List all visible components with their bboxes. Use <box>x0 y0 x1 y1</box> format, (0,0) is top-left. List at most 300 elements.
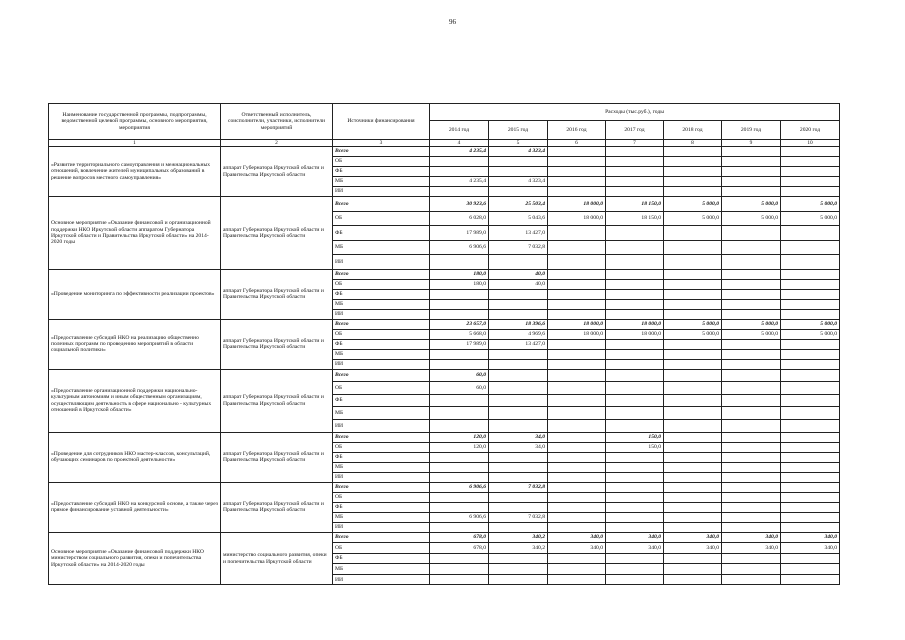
cost-value <box>430 419 489 432</box>
cost-value <box>781 339 840 349</box>
funding-source: ФБ <box>333 394 430 407</box>
funding-source: ФБ <box>333 226 430 241</box>
table-row <box>49 482 840 492</box>
cost-value: 7 032,8 <box>489 240 548 255</box>
cost-value: 18 000,0 <box>548 197 606 212</box>
responsible-executor: аппарат Губернатора Иркутской области и Правительства Иркутской области <box>221 197 333 270</box>
funding-source: ОБ <box>333 211 430 226</box>
table-row <box>49 532 840 543</box>
cost-value <box>664 574 722 585</box>
cost-value <box>548 452 606 462</box>
cost-value <box>606 157 664 167</box>
cost-value <box>489 369 548 382</box>
cost-value <box>548 349 606 359</box>
cost-value: 5 000,0 <box>664 197 722 212</box>
funding-source: ИИ <box>333 574 430 585</box>
cost-value: 340,0 <box>664 543 722 554</box>
cost-value <box>548 492 606 502</box>
cost-value <box>430 574 489 585</box>
cost-value: 6 906,6 <box>430 240 489 255</box>
funding-source: МБ <box>333 564 430 575</box>
cost-value: 18 000,0 <box>606 329 664 339</box>
cost-value <box>548 309 606 319</box>
cost-value <box>781 407 840 420</box>
funding-source: ИИ <box>333 187 430 197</box>
cost-value <box>548 522 606 532</box>
responsible-executor: аппарат Губернатора Иркутской области и Правительства Иркутской области <box>221 269 333 319</box>
funding-source: Всего <box>333 197 430 212</box>
funding-source: Всего <box>333 369 430 382</box>
cost-value: 340,0 <box>781 532 840 543</box>
cost-value <box>430 452 489 462</box>
responsible-executor: министерство социального развития, опеки и попечительства Иркутской области <box>221 532 333 585</box>
measure-name: «Развитие территориального самоуправления и межнациональных отношений, вовлечение жителей муниципальных образований в решение вопросов местного самоуправления» <box>49 147 221 197</box>
cost-value <box>664 369 722 382</box>
cost-value <box>606 187 664 197</box>
cost-value: 340,0 <box>606 543 664 554</box>
cost-value <box>606 407 664 420</box>
funding-source: ОБ <box>333 543 430 554</box>
cost-value <box>430 309 489 319</box>
cost-value <box>606 472 664 482</box>
cost-value <box>548 442 606 452</box>
funding-source: ОБ <box>333 442 430 452</box>
cost-value: 5 668,0 <box>430 329 489 339</box>
cost-value <box>722 382 781 395</box>
cost-value <box>548 299 606 309</box>
cost-value <box>606 279 664 289</box>
cost-value <box>430 522 489 532</box>
cost-value <box>606 299 664 309</box>
cost-value <box>606 289 664 299</box>
cost-value: 5 000,0 <box>722 211 781 226</box>
header-source: Источники финансирования <box>333 104 430 140</box>
cost-value <box>548 472 606 482</box>
cost-value: 18 000,0 <box>548 319 606 329</box>
cost-value <box>548 553 606 564</box>
cost-value <box>664 299 722 309</box>
header-name: Наименование государственной программы, подпрограммы, ведомственной целевой программы, основного мероприятия, мероприятия <box>49 104 221 140</box>
funding-source: Всего <box>333 532 430 543</box>
cost-value <box>722 147 781 157</box>
cost-value <box>781 167 840 177</box>
column-number: 8 <box>664 140 722 147</box>
cost-value <box>664 339 722 349</box>
cost-value <box>489 289 548 299</box>
cost-value <box>664 255 722 270</box>
funding-source: ФБ <box>333 289 430 299</box>
cost-value <box>489 349 548 359</box>
cost-value <box>430 187 489 197</box>
column-number: 7 <box>606 140 664 147</box>
cost-value <box>664 240 722 255</box>
cost-value: 17 989,0 <box>430 226 489 241</box>
cost-value: 5 000,0 <box>781 211 840 226</box>
cost-value: 25 503,4 <box>489 197 548 212</box>
funding-source: ФБ <box>333 167 430 177</box>
cost-value: 340,0 <box>781 543 840 554</box>
cost-value <box>548 147 606 157</box>
cost-value <box>430 299 489 309</box>
cost-value: 340,0 <box>606 532 664 543</box>
cost-value <box>722 553 781 564</box>
cost-value: 18 396,6 <box>489 319 548 329</box>
cost-value: 7 032,8 <box>489 482 548 492</box>
cost-value <box>606 394 664 407</box>
cost-value <box>781 299 840 309</box>
cost-value <box>430 349 489 359</box>
header-year: 2016 год <box>548 121 606 140</box>
cost-value <box>781 462 840 472</box>
cost-value <box>781 309 840 319</box>
header-year: 2017 год <box>606 121 664 140</box>
cost-value <box>781 240 840 255</box>
cost-value <box>722 279 781 289</box>
cost-value <box>606 369 664 382</box>
cost-value <box>489 187 548 197</box>
header-year: 2020 год <box>781 121 840 140</box>
cost-value <box>548 339 606 349</box>
cost-value <box>664 522 722 532</box>
measure-name: Основное мероприятие «Оказание финансовой и организационной поддержки НКО Иркутской области аппаратом Губернатора Иркутской области и Правительства Иркутской области» на 2014-2020 годы <box>49 197 221 270</box>
cost-value <box>664 226 722 241</box>
cost-value <box>606 462 664 472</box>
cost-value <box>548 157 606 167</box>
cost-value <box>781 452 840 462</box>
cost-value <box>664 382 722 395</box>
cost-value <box>548 407 606 420</box>
cost-value <box>664 359 722 369</box>
cost-value <box>430 564 489 575</box>
cost-value <box>722 564 781 575</box>
cost-value: 180,0 <box>430 279 489 289</box>
cost-value <box>548 359 606 369</box>
cost-value <box>722 502 781 512</box>
cost-value <box>722 432 781 442</box>
funding-source: МБ <box>333 407 430 420</box>
funding-source: ИИ <box>333 255 430 270</box>
table-row <box>49 197 840 212</box>
funding-source: ОБ <box>333 492 430 502</box>
cost-value <box>664 512 722 522</box>
cost-value <box>606 419 664 432</box>
cost-value: 17 989,0 <box>430 339 489 349</box>
table-row <box>49 269 840 279</box>
cost-value <box>430 255 489 270</box>
header-costs: Расходы (тыс.руб.), годы <box>430 104 840 121</box>
cost-value <box>606 382 664 395</box>
cost-value <box>489 419 548 432</box>
cost-value <box>722 255 781 270</box>
cost-value <box>548 279 606 289</box>
cost-value <box>430 472 489 482</box>
cost-value: 18 150,0 <box>606 211 664 226</box>
cost-value <box>606 359 664 369</box>
cost-value <box>548 502 606 512</box>
cost-value: 18 150,0 <box>606 197 664 212</box>
funding-source: ИИ <box>333 309 430 319</box>
cost-value <box>489 564 548 575</box>
cost-value <box>722 269 781 279</box>
page-number: 96 <box>449 18 456 26</box>
measure-name: «Проведение для сотрудников НКО мастер-классов, консультаций, обучающих семинаров по проектной деятельности» <box>49 432 221 482</box>
cost-value <box>722 482 781 492</box>
cost-value <box>489 553 548 564</box>
cost-value <box>489 452 548 462</box>
cost-value <box>722 574 781 585</box>
cost-value <box>548 255 606 270</box>
measure-name: «Предоставление организационной поддержки национально-культурным автономиям и иным общественным организациям, осуществляющим деятельность в сфере национально - культурных отношений в Иркутской области» <box>49 369 221 432</box>
funding-source: ОБ <box>333 279 430 289</box>
cost-value <box>781 492 840 502</box>
cost-value <box>664 147 722 157</box>
column-number: 1 <box>49 140 221 147</box>
cost-value <box>548 462 606 472</box>
cost-value: 4 969,6 <box>489 329 548 339</box>
responsible-executor: аппарат Губернатора Иркутской области и Правительства Иркутской области <box>221 482 333 532</box>
cost-value <box>489 359 548 369</box>
funding-source: Всего <box>333 269 430 279</box>
cost-value: 13 427,0 <box>489 226 548 241</box>
cost-value: 5 000,0 <box>781 197 840 212</box>
cost-value <box>548 187 606 197</box>
cost-value <box>664 349 722 359</box>
cost-value: 6 906,6 <box>430 512 489 522</box>
cost-value <box>430 407 489 420</box>
cost-value: 7 032,8 <box>489 512 548 522</box>
cost-value: 13 427,0 <box>489 339 548 349</box>
cost-value: 5 000,0 <box>722 329 781 339</box>
column-number-row <box>49 140 840 147</box>
cost-value <box>664 279 722 289</box>
measure-name: «Проведение мониторинга по эффективности реализации проектов» <box>49 269 221 319</box>
cost-value: 120,0 <box>430 432 489 442</box>
cost-value <box>606 269 664 279</box>
cost-value <box>489 394 548 407</box>
responsible-executor: аппарат Губернатора Иркутской области и Правительства Иркутской области <box>221 432 333 482</box>
column-number: 2 <box>221 140 333 147</box>
cost-value <box>606 240 664 255</box>
cost-value <box>430 502 489 512</box>
column-number: 9 <box>722 140 781 147</box>
cost-value: 5 000,0 <box>664 319 722 329</box>
cost-value <box>722 226 781 241</box>
column-number: 5 <box>489 140 548 147</box>
funding-source: МБ <box>333 462 430 472</box>
cost-value <box>664 407 722 420</box>
cost-value <box>781 349 840 359</box>
cost-value: 4 323,4 <box>489 177 548 187</box>
funding-source: Всего <box>333 319 430 329</box>
cost-value: 340,2 <box>489 543 548 554</box>
cost-value <box>781 564 840 575</box>
cost-value <box>722 512 781 522</box>
cost-value <box>489 407 548 420</box>
cost-value <box>722 349 781 359</box>
cost-value <box>606 339 664 349</box>
cost-value <box>722 240 781 255</box>
funding-source: ФБ <box>333 553 430 564</box>
funding-source: ИИ <box>333 472 430 482</box>
cost-value <box>606 512 664 522</box>
responsible-executor: аппарат Губернатора Иркутской области и Правительства Иркутской области <box>221 147 333 197</box>
cost-value <box>722 167 781 177</box>
cost-value <box>548 369 606 382</box>
cost-value <box>548 269 606 279</box>
cost-value <box>781 157 840 167</box>
cost-value: 40,0 <box>489 279 548 289</box>
funding-source: МБ <box>333 299 430 309</box>
cost-value: 340,0 <box>722 532 781 543</box>
cost-value <box>664 157 722 167</box>
cost-value <box>606 226 664 241</box>
cost-value <box>606 147 664 157</box>
cost-value <box>606 255 664 270</box>
cost-value <box>606 309 664 319</box>
cost-value <box>489 167 548 177</box>
responsible-executor: аппарат Губернатора Иркутской области и Правительства Иркутской области <box>221 369 333 432</box>
cost-value <box>430 289 489 299</box>
cost-value <box>664 309 722 319</box>
funding-source: МБ <box>333 512 430 522</box>
cost-value <box>489 472 548 482</box>
cost-value: 180,0 <box>430 269 489 279</box>
cost-value <box>664 269 722 279</box>
cost-value: 30 923,6 <box>430 197 489 212</box>
cost-value: 4 235,4 <box>430 147 489 157</box>
cost-value <box>664 452 722 462</box>
cost-value <box>722 407 781 420</box>
cost-value <box>548 226 606 241</box>
column-number: 6 <box>548 140 606 147</box>
cost-value <box>781 269 840 279</box>
cost-value <box>606 452 664 462</box>
table-row <box>49 319 840 329</box>
cost-value: 678,0 <box>430 532 489 543</box>
cost-value: 678,0 <box>430 543 489 554</box>
cost-value <box>664 187 722 197</box>
cost-value <box>489 157 548 167</box>
cost-value: 60,0 <box>430 369 489 382</box>
measure-name: Основное мероприятие «Оказание финансовой поддержки НКО министерством социального развития, опеки и попечительства Иркутской области» на 2014-2020 годы <box>49 532 221 585</box>
cost-value <box>606 502 664 512</box>
cost-value <box>664 564 722 575</box>
funding-source: МБ <box>333 177 430 187</box>
cost-value: 5 000,0 <box>781 319 840 329</box>
funding-source: МБ <box>333 240 430 255</box>
cost-value <box>722 452 781 462</box>
cost-value <box>606 574 664 585</box>
cost-value <box>664 419 722 432</box>
cost-value <box>722 299 781 309</box>
cost-value <box>722 492 781 502</box>
cost-value <box>781 472 840 482</box>
cost-value <box>664 502 722 512</box>
cost-value: 150,0 <box>606 442 664 452</box>
cost-value: 340,0 <box>548 532 606 543</box>
cost-value: 60,0 <box>430 382 489 395</box>
cost-value <box>722 522 781 532</box>
cost-value <box>489 309 548 319</box>
cost-value <box>664 482 722 492</box>
cost-value <box>664 177 722 187</box>
funding-source: ОБ <box>333 329 430 339</box>
cost-value <box>606 177 664 187</box>
table-row <box>49 432 840 442</box>
header-responsible: Ответственный исполнитель, соисполнители, участники, исполнители мероприятий <box>221 104 333 140</box>
cost-value <box>548 289 606 299</box>
cost-value <box>781 482 840 492</box>
cost-value <box>606 553 664 564</box>
cost-value: 5 000,0 <box>722 319 781 329</box>
measure-name: «Предоставление субсидий НКО на реализацию общественно полезных программ по проведению мероприятий в области социальной политики» <box>49 319 221 369</box>
funding-source: МБ <box>333 349 430 359</box>
cost-value <box>548 177 606 187</box>
cost-value: 18 000,0 <box>548 329 606 339</box>
cost-value <box>548 382 606 395</box>
cost-value: 5 000,0 <box>664 329 722 339</box>
cost-value <box>781 187 840 197</box>
cost-value <box>548 564 606 575</box>
cost-value: 340,0 <box>548 543 606 554</box>
cost-value: 5 000,0 <box>664 211 722 226</box>
cost-value: 4 323,4 <box>489 147 548 157</box>
cost-value: 34,0 <box>489 442 548 452</box>
column-number: 10 <box>781 140 840 147</box>
cost-value: 4 235,4 <box>430 177 489 187</box>
cost-value <box>430 553 489 564</box>
cost-value <box>664 553 722 564</box>
cost-value <box>781 522 840 532</box>
cost-value: 340,2 <box>489 532 548 543</box>
cost-value <box>664 167 722 177</box>
cost-value <box>664 432 722 442</box>
funding-source: ОБ <box>333 157 430 167</box>
funding-source: Всего <box>333 432 430 442</box>
cost-value <box>489 462 548 472</box>
cost-value: 340,0 <box>722 543 781 554</box>
cost-value <box>664 394 722 407</box>
cost-value: 340,0 <box>664 532 722 543</box>
cost-value <box>781 369 840 382</box>
cost-value <box>781 394 840 407</box>
cost-value <box>489 522 548 532</box>
cost-value <box>722 359 781 369</box>
cost-value <box>781 177 840 187</box>
cost-value <box>548 482 606 492</box>
cost-value <box>722 177 781 187</box>
table-row <box>49 147 840 157</box>
cost-value <box>722 419 781 432</box>
cost-value <box>781 512 840 522</box>
cost-value <box>489 502 548 512</box>
cost-value <box>430 167 489 177</box>
table-row <box>49 369 840 382</box>
cost-value: 6 028,0 <box>430 211 489 226</box>
cost-value <box>489 382 548 395</box>
cost-value <box>781 442 840 452</box>
cost-value <box>722 462 781 472</box>
funding-source: ФБ <box>333 502 430 512</box>
cost-value: 18 000,0 <box>548 211 606 226</box>
cost-value <box>781 279 840 289</box>
funding-source: ИИ <box>333 419 430 432</box>
cost-value <box>664 289 722 299</box>
header-year: 2014 год <box>430 121 489 140</box>
cost-value <box>781 553 840 564</box>
cost-value <box>781 382 840 395</box>
cost-value <box>489 492 548 502</box>
